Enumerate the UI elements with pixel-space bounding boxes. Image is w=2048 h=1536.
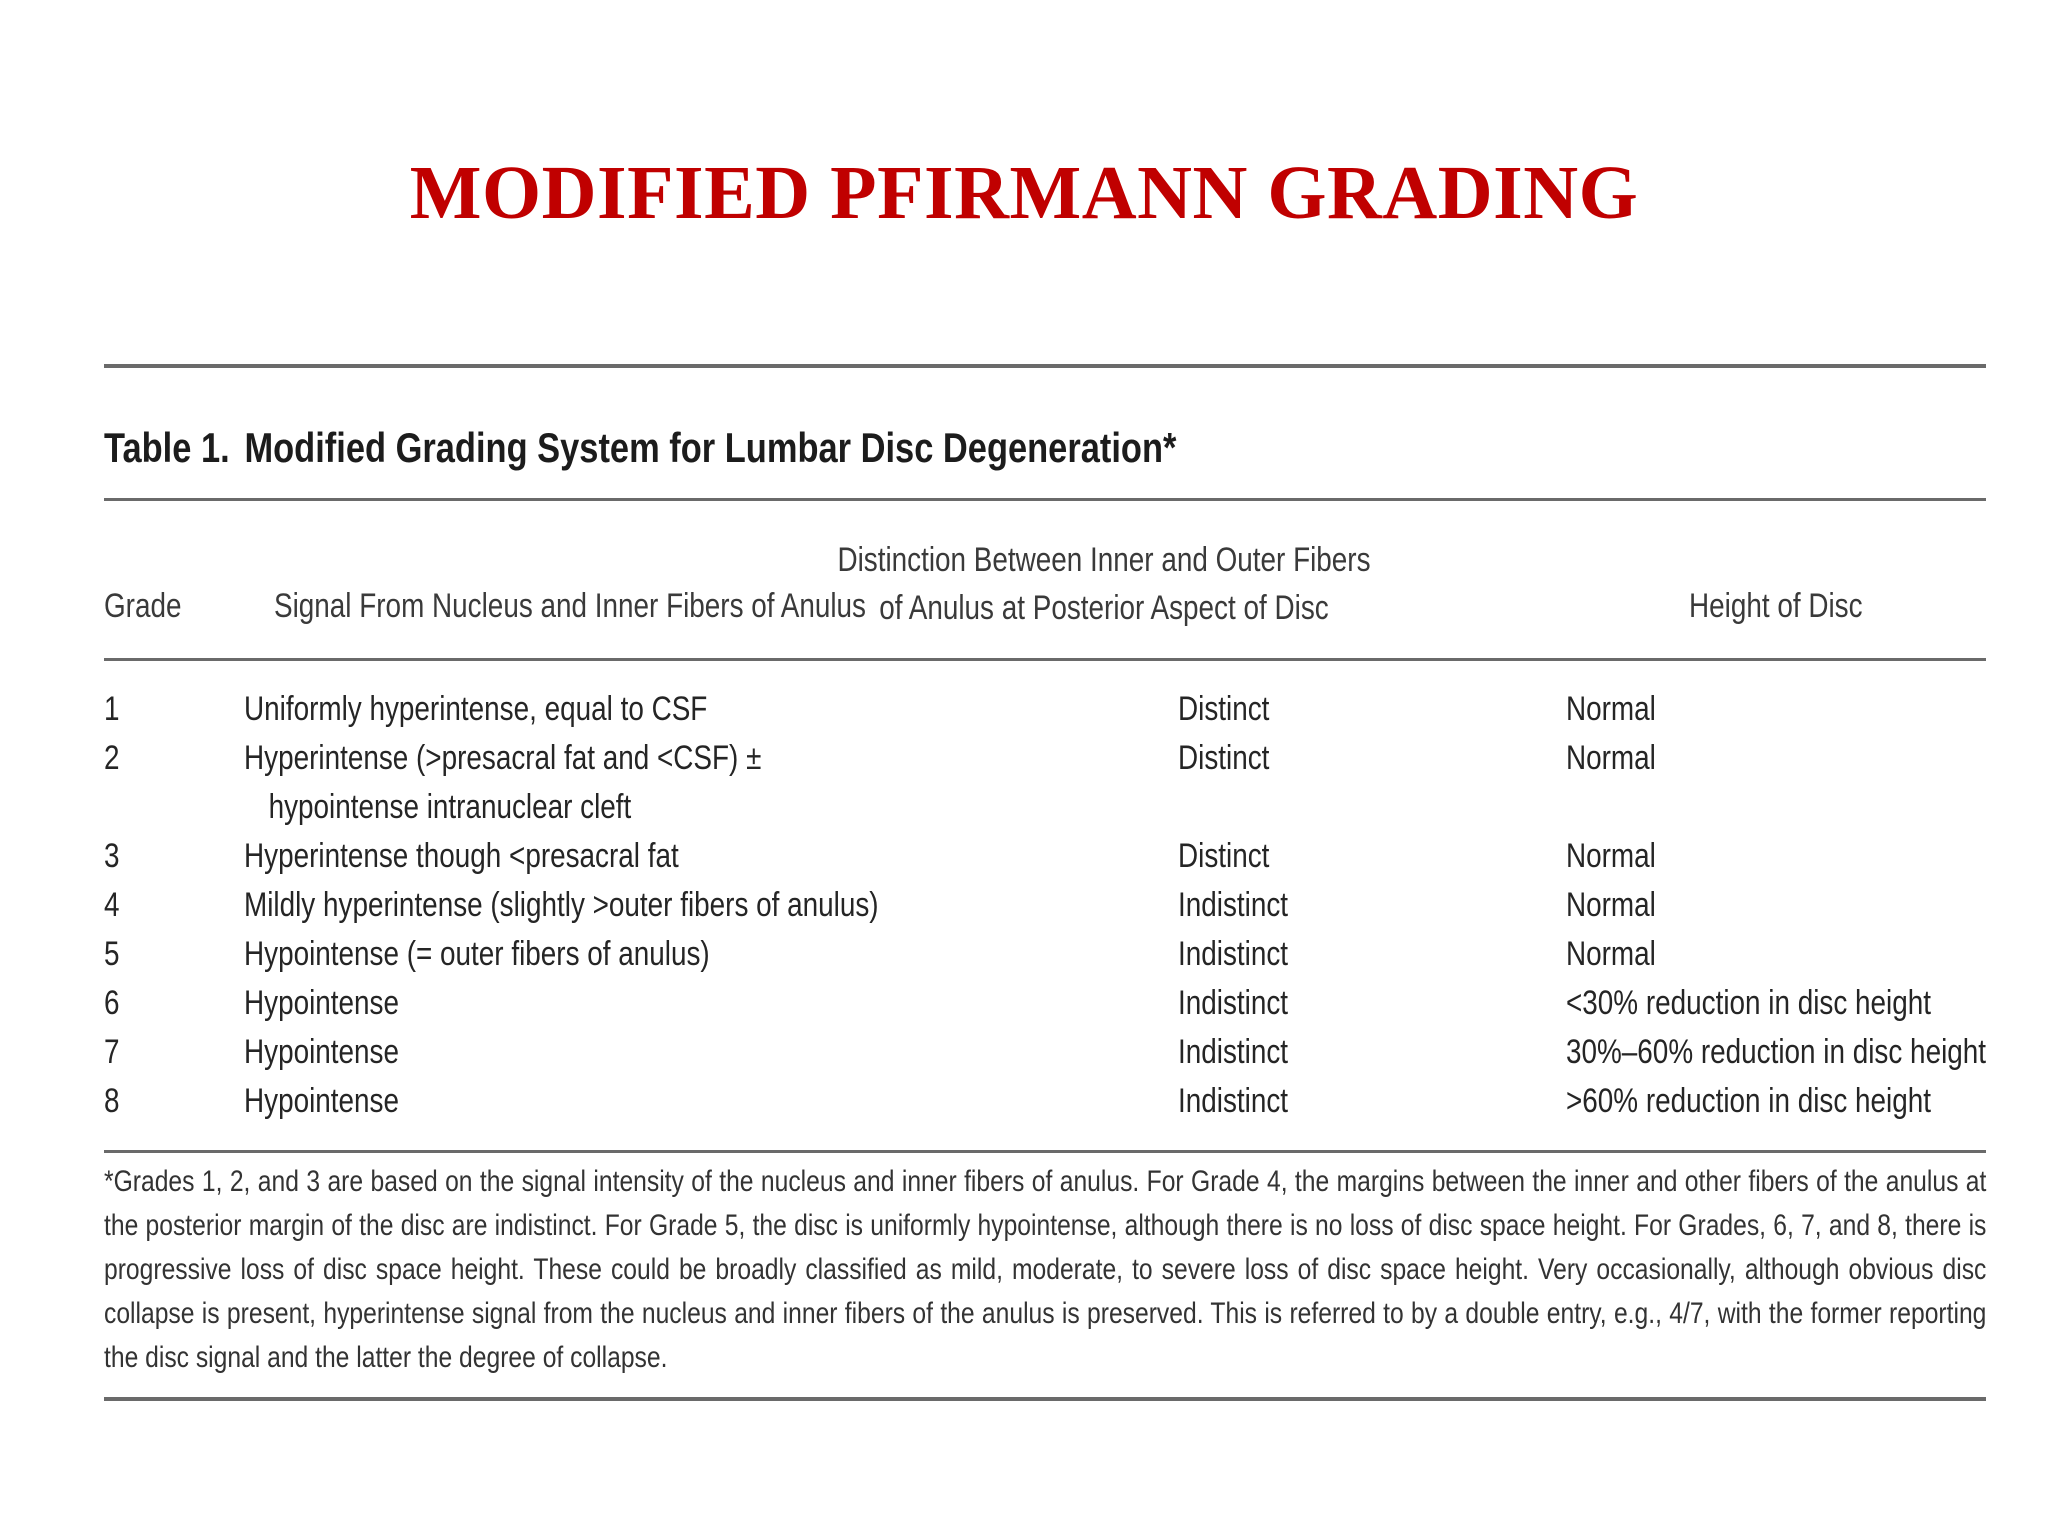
table-row <box>104 1077 1986 1126</box>
signal-cell <box>244 1077 399 1126</box>
signal-cell <box>244 930 710 979</box>
height-cell: 30%–60% reduction in disc height <box>1566 1033 1987 1071</box>
column-header-distinction-line1: Distinction Between Inner and Outer Fibers <box>837 541 1371 579</box>
slide-title: MODIFIED PFIRMANN GRADING <box>409 151 1639 235</box>
distinction-cell: Indistinct <box>1178 935 1289 973</box>
table-figure <box>104 320 1986 1410</box>
distinction-cell: Indistinct <box>1178 984 1289 1022</box>
grade-cell: 8 <box>104 1082 120 1120</box>
signal-continuation-text: hypointense intranuclear cleft <box>268 788 632 826</box>
body-rule <box>104 1150 1986 1153</box>
column-header-distinction-line2: of Anulus at Posterior Aspect of Disc <box>879 589 1329 627</box>
table-row <box>104 1028 1986 1077</box>
grade-cell: 1 <box>104 690 120 728</box>
grade-cell: 5 <box>104 935 120 973</box>
signal-text: Hypointense <box>244 984 399 1022</box>
height-cell: Normal <box>1566 837 1656 875</box>
table-row <box>104 734 1986 832</box>
signal-text: Hypointense (= outer fibers of anulus) <box>244 935 710 973</box>
column-header-distinction <box>792 536 1415 632</box>
signal-text: Hypointense <box>244 1033 399 1071</box>
signal-cell <box>244 832 679 881</box>
caption-rule <box>104 498 1986 501</box>
distinction-cell: Distinct <box>1178 739 1270 777</box>
signal-cell <box>244 979 399 1028</box>
grade-cell: 7 <box>104 1033 120 1071</box>
signal-cell <box>244 1028 399 1077</box>
column-header-height: Height of Disc <box>1689 587 1863 625</box>
column-header-grade: Grade <box>104 587 182 625</box>
height-cell: Normal <box>1566 935 1656 973</box>
grade-cell: 6 <box>104 984 120 1022</box>
table-body <box>104 685 1986 1126</box>
grade-cell: 4 <box>104 886 120 924</box>
distinction-cell: Distinct <box>1178 690 1270 728</box>
column-header-signal: Signal From Nucleus and Inner Fibers of Anulus <box>274 587 866 625</box>
signal-cell <box>244 685 707 734</box>
table-caption <box>104 424 1176 472</box>
table-row <box>104 881 1986 930</box>
signal-text: Hyperintense (>presacral fat and <CSF) ± <box>244 739 762 777</box>
height-cell: >60% reduction in disc height <box>1566 1082 1932 1120</box>
table-row <box>104 979 1986 1028</box>
table-row <box>104 685 1986 734</box>
table-footnote: *Grades 1, 2, and 3 are based on the signal intensity of the nucleus and inner fibers of anulus. For Grade 4, the margins between the inner and other fibers of the anulus at the posterior margin of the disc are indistinct. For Grade 5, the disc is uniformly hypointense, although there is no loss of disc space height. For Grades, 6, 7, and 8, there is progressive loss of disc space height. These could be broadly classified as mild, moderate, to severe loss of disc space height. Very occasionally, although obvious disc collapse is present, hyperintense signal from the nucleus and inner fibers of the anulus is preserved. This is referred to by a double entry, e.g., 4/7, with the former reporting the disc signal and the latter the degree of collapse. <box>104 1165 1987 1374</box>
grade-cell: 3 <box>104 837 120 875</box>
signal-cell <box>244 734 761 832</box>
signal-text: Hypointense <box>244 1082 399 1120</box>
height-cell: <30% reduction in disc height <box>1566 984 1932 1022</box>
top-rule <box>104 364 1986 368</box>
bottom-rule <box>104 1397 1986 1401</box>
header-rule <box>104 658 1986 661</box>
table-row <box>104 832 1986 881</box>
distinction-cell: Distinct <box>1178 837 1270 875</box>
distinction-cell: Indistinct <box>1178 1082 1289 1120</box>
signal-cell <box>244 881 879 930</box>
grade-cell: 2 <box>104 739 120 777</box>
height-cell: Normal <box>1566 886 1656 924</box>
distinction-cell: Indistinct <box>1178 1033 1289 1071</box>
signal-text: Uniformly hyperintense, equal to CSF <box>244 690 708 728</box>
signal-text: Mildly hyperintense (slightly >outer fibers of anulus) <box>244 886 879 924</box>
signal-text: Hyperintense though <presacral fat <box>244 837 679 875</box>
height-cell: Normal <box>1566 690 1656 728</box>
table-caption-text: Modified Grading System for Lumbar Disc Degeneration* <box>244 424 1177 471</box>
height-cell: Normal <box>1566 739 1656 777</box>
distinction-cell: Indistinct <box>1178 886 1289 924</box>
table-row <box>104 930 1986 979</box>
table-caption-label: Table 1. <box>104 424 230 471</box>
